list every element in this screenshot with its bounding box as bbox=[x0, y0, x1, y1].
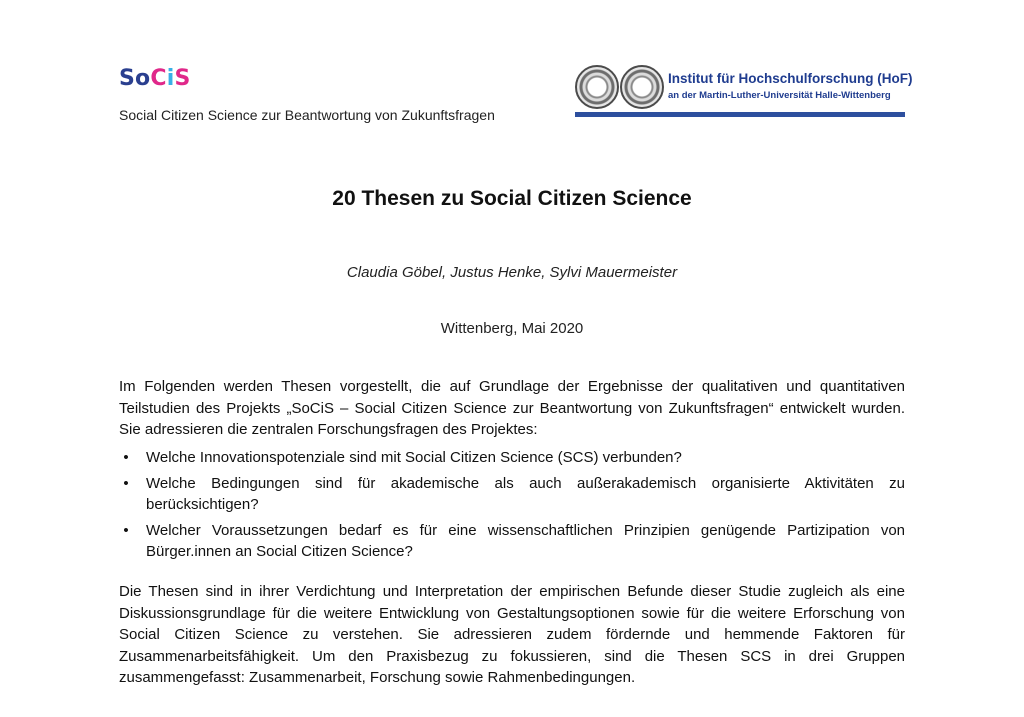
question-text: Welche Bedingungen sind für akademische als auch außerakademisch organisierte Aktivitäten zu berücksichtigen? bbox=[146, 474, 905, 513]
document-title: 20 Thesen zu Social Citizen Science bbox=[332, 187, 692, 210]
project-subtitle: Social Citizen Science zur Beantwortung von Zukunftsfragen bbox=[119, 107, 495, 123]
research-questions-list bbox=[119, 447, 905, 567]
institute-affiliation: an der Martin-Luther-Universität Halle-Wittenberg bbox=[668, 90, 891, 101]
logo-part-s: S bbox=[174, 66, 191, 91]
logo-part-so: So bbox=[119, 66, 151, 91]
list-item bbox=[119, 520, 905, 563]
document-authors: Claudia Göbel, Justus Henke, Sylvi Mauermeister bbox=[346, 264, 678, 281]
logo-part-i: i bbox=[166, 66, 175, 91]
logo-part-c: C bbox=[150, 66, 167, 91]
list-item bbox=[119, 447, 905, 469]
list-item bbox=[119, 473, 905, 516]
institute-name: Institut für Hochschulforschung (HoF) bbox=[668, 71, 913, 86]
institute-logo bbox=[575, 63, 913, 121]
bullet-icon: • bbox=[123, 474, 129, 492]
institute-rule bbox=[575, 112, 905, 117]
intro-paragraph: Im Folgenden werden Thesen vorgestellt, die auf Grundlage der Ergebnisse der qualitativen und quantitativen Teilstudien des Projekts „SoCiS – Social Citizen Science zur Beantwortung von Zukunftsfragen“ entwickelt wurden. Sie adressieren die zentralen Forschungsfragen des Projektes: bbox=[119, 378, 905, 438]
closing-paragraph: Die Thesen sind in ihrer Verdichtung und Interpretation der empirischen Befunde dieser Studie zugleich als eine Diskussionsgrundlage für die weitere Entwicklung von Gestaltungsoptionen sowie für die weitere Erforschung von Social Citizen Science zu verstehen. Sie adressieren zudem fördernde und hemmende Faktoren für Zusammenarbeitsfähigkeit. Um den Praxisbezug zu fokussieren, sind die Thesen SCS in drei Gruppen zusammengefasst: Zusammenarbeit, Forschung sowie Rahmenbedingungen. bbox=[119, 583, 905, 686]
university-seal-icon bbox=[575, 65, 619, 109]
bullet-icon: • bbox=[123, 449, 129, 466]
document-place-date: Wittenberg, Mai 2020 bbox=[440, 320, 584, 337]
university-seal-icon bbox=[620, 65, 664, 109]
bullet-icon: • bbox=[123, 521, 129, 539]
question-text: Welche Innovationspotenziale sind mit Social Citizen Science (SCS) verbunden? bbox=[146, 449, 682, 466]
socis-logo bbox=[119, 66, 191, 91]
question-text: Welcher Voraussetzungen bedarf es für eine wissenschaftlichen Prinzipien genügende Partizipation von Bürger.innen an Social Citizen Science? bbox=[146, 521, 905, 560]
